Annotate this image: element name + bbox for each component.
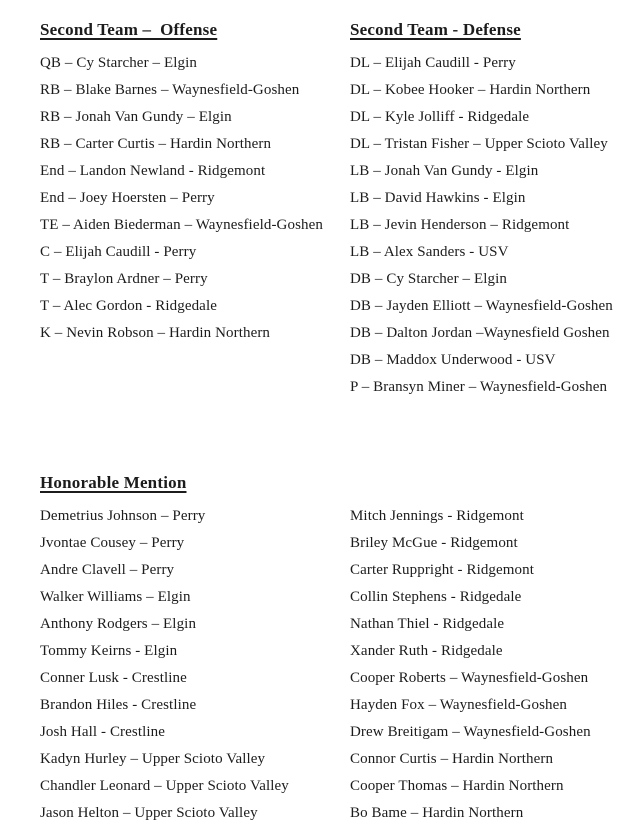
honorable-mention-left-column [40, 503, 350, 827]
honorable-mention-heading [40, 473, 632, 493]
player-entry: Cooper Thomas – Hardin Northern [350, 778, 564, 794]
player-entry: Jason Helton – Upper Scioto Valley [40, 805, 258, 821]
player-entry: T – Alec Gordon - Ridgedale [40, 298, 217, 314]
section-second-team-offense [40, 20, 350, 347]
player-entry: RB – Carter Curtis – Hardin Northern [40, 136, 272, 152]
player-entry: Jvontae Cousey – Perry [40, 535, 185, 551]
defense-heading [350, 20, 632, 40]
honorable-mention-columns [40, 503, 632, 827]
player-entry: DB – Maddox Underwood - USV [350, 352, 556, 368]
section-second-team-defense [350, 20, 632, 401]
player-entry: Hayden Fox – Waynesfield-Goshen [350, 697, 567, 713]
player-entry: LB – Jonah Van Gundy - Elgin [350, 163, 539, 179]
player-entry: Tommy Keirns - Elgin [40, 643, 178, 659]
player-entry: Carter Ruppright - Ridgemont [350, 562, 535, 578]
player-entry: TE – Aiden Biederman – Waynesfield-Goshen [40, 217, 323, 233]
player-entry: C – Elijah Caudill - Perry [40, 244, 197, 260]
player-entry: RB – Jonah Van Gundy – Elgin [40, 109, 232, 125]
player-entry: Xander Ruth - Ridgedale [350, 643, 503, 659]
player-entry: Collin Stephens - Ridgedale [350, 589, 522, 605]
player-entry: Mitch Jennings - Ridgemont [350, 508, 524, 524]
honorable-mention-heading-text: Honorable Mention [40, 473, 187, 492]
player-entry: T – Braylon Ardner – Perry [40, 271, 208, 287]
player-entry: P – Bransyn Miner – Waynesfield-Goshen [350, 379, 608, 395]
player-entry: Kadyn Hurley – Upper Scioto Valley [40, 751, 266, 767]
offense-heading-text: Second Team – Offense [40, 20, 218, 39]
player-entry: Anthony Rodgers – Elgin [40, 616, 197, 632]
player-entry: Walker Williams – Elgin [40, 589, 191, 605]
player-entry: Chandler Leonard – Upper Scioto Valley [40, 778, 289, 794]
player-entry: LB – David Hawkins - Elgin [350, 190, 526, 206]
player-entry: End – Joey Hoersten – Perry [40, 190, 215, 206]
offense-heading [40, 20, 350, 40]
player-entry: Bo Bame – Hardin Northern [350, 805, 524, 821]
player-entry: DB – Cy Starcher – Elgin [350, 271, 507, 287]
player-entry: DL – Elijah Caudill - Perry [350, 55, 516, 71]
honorable-mention-right-column [350, 503, 632, 827]
player-entry: Briley McGue - Ridgemont [350, 535, 518, 551]
player-entry: K – Nevin Robson – Hardin Northern [40, 325, 271, 341]
player-entry: DL – Tristan Fisher – Upper Scioto Valley [350, 136, 608, 152]
player-entry: End – Landon Newland - Ridgemont [40, 163, 266, 179]
player-entry: Brandon Hiles - Crestline [40, 697, 197, 713]
player-entry: Connor Curtis – Hardin Northern [350, 751, 554, 767]
second-team-columns [40, 20, 632, 401]
player-entry: DB – Jayden Elliott – Waynesfield-Goshen [350, 298, 613, 314]
player-entry: Josh Hall - Crestline [40, 724, 166, 740]
player-entry: Demetrius Johnson – Perry [40, 508, 206, 524]
player-entry: LB – Alex Sanders - USV [350, 244, 509, 260]
player-entry: Cooper Roberts – Waynesfield-Goshen [350, 670, 589, 686]
player-entry: RB – Blake Barnes – Waynesfield-Goshen [40, 82, 300, 98]
player-entry: DB – Dalton Jordan –Waynesfield Goshen [350, 325, 610, 341]
section-honorable-mention [40, 473, 632, 827]
player-entry: Conner Lusk - Crestline [40, 670, 187, 686]
player-entry: Drew Breitigam – Waynesfield-Goshen [350, 724, 591, 740]
player-entry: Nathan Thiel - Ridgedale [350, 616, 505, 632]
player-entry: Andre Clavell – Perry [40, 562, 175, 578]
player-entry: LB – Jevin Henderson – Ridgemont [350, 217, 570, 233]
player-entry: DL – Kobee Hooker – Hardin Northern [350, 82, 591, 98]
player-entry: QB – Cy Starcher – Elgin [40, 55, 197, 71]
defense-heading-text: Second Team - Defense [350, 20, 521, 39]
player-entry: DL – Kyle Jolliff - Ridgedale [350, 109, 530, 125]
